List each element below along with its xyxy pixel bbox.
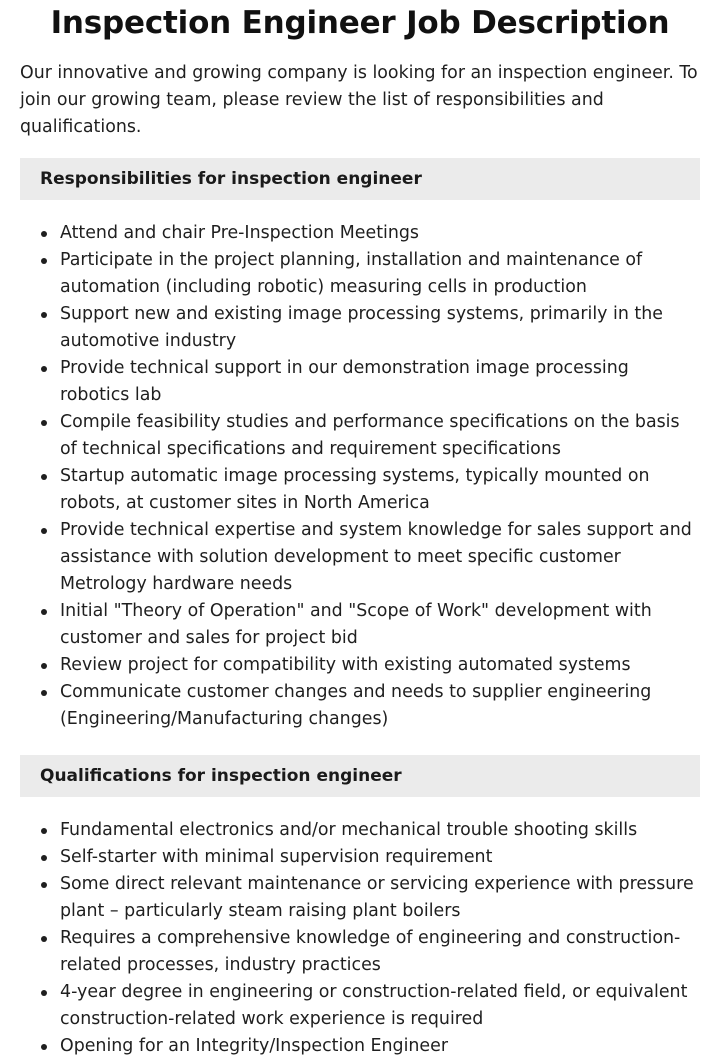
list-item-text: Fundamental electronics and/or mechanical trouble shooting skills xyxy=(60,820,638,840)
qualifications-heading: Qualifications for inspection engineer xyxy=(20,755,700,797)
bullet-icon xyxy=(41,828,47,834)
bullet-icon xyxy=(41,528,47,534)
list-item-text: Review project for compatibility with existing automated systems xyxy=(60,655,631,675)
list-item-text: Communicate customer changes and needs to supplier engineering (Engineering/Manufacturing changes) xyxy=(60,682,652,729)
list-item-text: Self-starter with minimal supervision requirement xyxy=(60,847,493,867)
bullet-icon xyxy=(41,990,47,996)
bullet-icon xyxy=(41,855,47,861)
list-item-text: Compile feasibility studies and performance specifications on the basis of technical specifications and requirement specifications xyxy=(60,412,680,459)
list-item-text: Opening for an Integrity/Inspection Engineer xyxy=(60,1036,448,1056)
list-item xyxy=(20,844,700,871)
bullet-icon xyxy=(41,258,47,264)
bullet-icon xyxy=(41,420,47,426)
qualifications-list xyxy=(20,817,700,1060)
bullet-icon xyxy=(41,1044,47,1050)
bullet-icon xyxy=(41,690,47,696)
list-item xyxy=(20,871,700,925)
bullet-icon xyxy=(41,663,47,669)
list-item xyxy=(20,679,700,733)
list-item-text: Attend and chair Pre-Inspection Meetings xyxy=(60,223,419,243)
responsibilities-list xyxy=(20,220,700,733)
bullet-icon xyxy=(41,474,47,480)
bullet-icon xyxy=(41,882,47,888)
list-item xyxy=(20,817,700,844)
list-item xyxy=(20,517,700,598)
list-item-text: Participate in the project planning, installation and maintenance of automation (including robotic) measuring cells in production xyxy=(60,250,643,297)
page-title: Inspection Engineer Job Description xyxy=(50,5,670,41)
bullet-icon xyxy=(41,936,47,942)
list-item xyxy=(20,220,700,247)
list-item-text: 4-year degree in engineering or construction-related field, or equivalent construction-related work experience is required xyxy=(60,982,688,1029)
list-item xyxy=(20,409,700,463)
list-item xyxy=(20,598,700,652)
bullet-icon xyxy=(41,366,47,372)
intro-paragraph: Our innovative and growing company is looking for an inspection engineer. To join our growing team, please review the list of responsibilities and qualifications. xyxy=(20,63,698,137)
bullet-icon xyxy=(41,609,47,615)
list-item-text: Some direct relevant maintenance or servicing experience with pressure plant – particularly steam raising plant boilers xyxy=(60,874,694,921)
list-item xyxy=(20,463,700,517)
list-item-text: Startup automatic image processing systems, typically mounted on robots, at customer sites in North America xyxy=(60,466,650,513)
list-item xyxy=(20,925,700,979)
list-item xyxy=(20,355,700,409)
bullet-icon xyxy=(41,312,47,318)
list-item xyxy=(20,1033,700,1060)
list-item-text: Provide technical expertise and system knowledge for sales support and assistance with solution development to meet specific customer Metrology hardware needs xyxy=(60,520,692,594)
list-item-text: Provide technical support in our demonstration image processing robotics lab xyxy=(60,358,629,405)
list-item xyxy=(20,301,700,355)
list-item xyxy=(20,652,700,679)
list-item xyxy=(20,247,700,301)
list-item-text: Requires a comprehensive knowledge of engineering and construction-related processes, industry practices xyxy=(60,928,681,975)
list-item xyxy=(20,979,700,1033)
list-item-text: Initial "Theory of Operation" and "Scope of Work" development with customer and sales for project bid xyxy=(60,601,652,648)
responsibilities-heading: Responsibilities for inspection engineer xyxy=(20,158,700,200)
bullet-icon xyxy=(41,231,47,237)
list-item-text: Support new and existing image processing systems, primarily in the automotive industry xyxy=(60,304,663,351)
